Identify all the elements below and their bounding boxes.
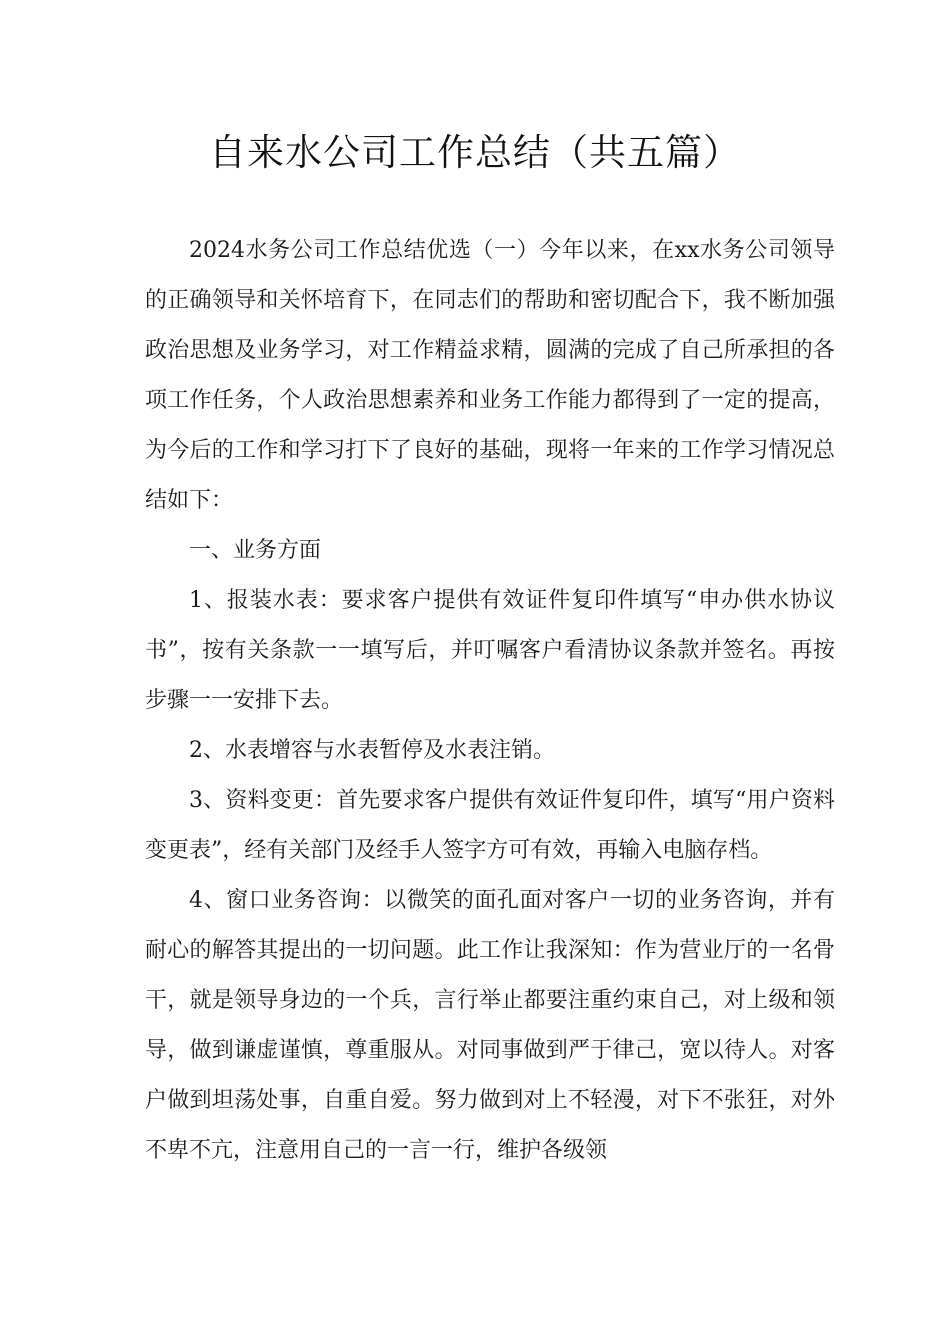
document-body [145, 226, 835, 1176]
paragraph-item-4: 4、窗口业务咨询：以微笑的面孔面对客户一切的业务咨询，并有耐心的解答其提出的一切问题。此工作让我深知：作为营业厅的一名骨干，就是领导身边的一个兵，言行举止都要注重约束自己，对上级和领导，做到谦虚谨慎，尊重服从。对同事做到严于律己，宽以待人。对客户做到坦荡处事，自重自爱。努力做到对上不轻漫，对下不张狂，对外不卑不亢，注意用自己的一言一行，维护各级领 [145, 888, 835, 1163]
paragraph-item-1: 1、报装水表：要求客户提供有效证件复印件填写“申办供水协议书”，按有关条款一一填写后，并叮嘱客户看清协议条款并签名。再按步骤一一安排下去。 [145, 588, 835, 713]
section-heading-business: 一、业务方面 [189, 538, 322, 563]
document-title: 自来水公司工作总结（共五篇） [209, 131, 741, 174]
paragraph-item-3: 3、资料变更：首先要求客户提供有效证件复印件，填写“用户资料变更表”，经有关部门及经手人签字方可有效，再输入电脑存档。 [145, 788, 835, 863]
paragraph-item-2: 2、水表增容与水表暂停及水表注销。 [189, 738, 555, 763]
paragraph-intro: 2024水务公司工作总结优选（一）今年以来，在xx水务公司领导的正确领导和关怀培育下，在同志们的帮助和密切配合下，我不断加强政治思想及业务学习，对工作精益求精，圆满的完成了自己所承担的各项工作任务，个人政治思想素养和业务工作能力都得到了一定的提高，为今后的工作和学习打下了良好的基础，现将一年来的工作学习情况总结如下： [145, 238, 835, 513]
